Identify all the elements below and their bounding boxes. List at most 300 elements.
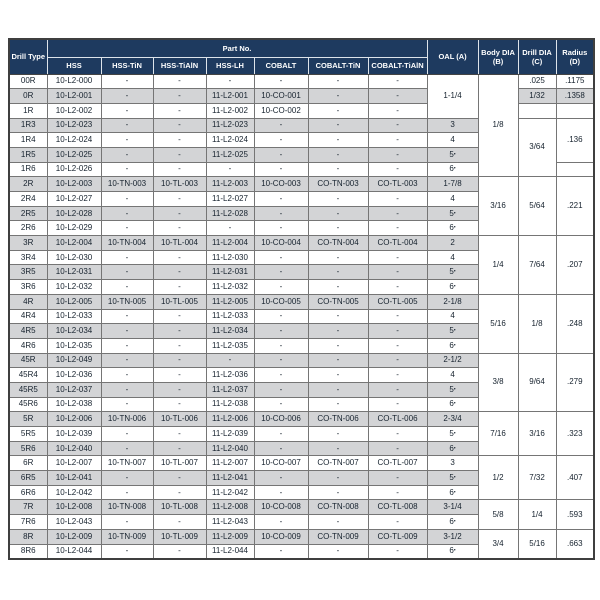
cell-part-no: 10-L2-029 [47, 221, 101, 236]
cell-part-no: - [254, 485, 308, 500]
cell-drill-dia: 5/64 [518, 177, 556, 236]
cell-body-dia: 7/16 [478, 412, 518, 456]
cell-part-no: 10-TN-009 [101, 529, 153, 544]
cell-oal: 4 [427, 133, 478, 148]
cell-body-dia: 1/8 [478, 74, 518, 177]
cell-part-no: - [101, 250, 153, 265]
cell-part-no: 10-TN-003 [101, 177, 153, 192]
cell-part-no: 11-L2-039 [206, 427, 254, 442]
cell-part-no: 10-L2-030 [47, 250, 101, 265]
cell-body-dia: 3/4 [478, 529, 518, 558]
cell-part-no: - [368, 250, 427, 265]
cell-oal: 6• [427, 221, 478, 236]
cell-part-no: - [101, 280, 153, 295]
cell-drill-type: 1R6 [9, 162, 47, 177]
cell-part-no: - [254, 471, 308, 486]
cell-part-no: 10-L2-033 [47, 309, 101, 324]
cell-part-no: - [101, 221, 153, 236]
cell-part-no: - [153, 147, 206, 162]
cell-drill-type: 8R6 [9, 544, 47, 559]
cell-part-no: 10-L2-025 [47, 147, 101, 162]
cell-radius: .593 [556, 500, 594, 529]
cell-oal: 3 [427, 118, 478, 133]
cell-part-no: - [101, 544, 153, 559]
col-header-hss-lh: HSS-LH [206, 57, 254, 74]
cell-oal: 4 [427, 368, 478, 383]
cell-drill-type: 5R [9, 412, 47, 427]
cell-oal: 3-1/2 [427, 529, 478, 544]
cell-part-no: - [101, 206, 153, 221]
header-row-group [9, 39, 594, 57]
cell-part-no: - [368, 382, 427, 397]
cell-radius: .323 [556, 412, 594, 456]
col-header-radius: Radius (D) [556, 39, 594, 74]
footnote-dot: • [453, 489, 456, 496]
cell-part-no: CO-TN-007 [308, 456, 368, 471]
cell-drill-type: 7R6 [9, 515, 47, 530]
footnote-dot: • [453, 342, 456, 349]
col-header-part-no: Part No. [47, 39, 427, 57]
cell-oal: 3 [427, 456, 478, 471]
cell-part-no: - [254, 324, 308, 339]
cell-part-no: - [368, 485, 427, 500]
table-row [9, 500, 594, 515]
cell-part-no: CO-TN-009 [308, 529, 368, 544]
cell-part-no: 10-L2-007 [47, 456, 101, 471]
cell-radius: .1358 [556, 89, 594, 104]
cell-drill-type: 45R [9, 353, 47, 368]
cell-part-no: 10-CO-006 [254, 412, 308, 427]
cell-part-no: - [368, 353, 427, 368]
cell-part-no: - [153, 427, 206, 442]
cell-oal: 6• [427, 338, 478, 353]
cell-part-no: - [308, 441, 368, 456]
cell-part-no: - [101, 265, 153, 280]
cell-part-no: 11-L2-004 [206, 236, 254, 251]
cell-part-no: - [153, 162, 206, 177]
cell-oal: 5• [427, 206, 478, 221]
cell-part-no: - [153, 471, 206, 486]
cell-part-no: 10-L2-035 [47, 338, 101, 353]
cell-radius: .663 [556, 529, 594, 558]
col-header-drill-dia: Drill DIA (C) [518, 39, 556, 74]
cell-radius: .279 [556, 353, 594, 412]
cell-part-no: 10-CO-002 [254, 103, 308, 118]
cell-part-no: - [308, 485, 368, 500]
cell-part-no: 11-L2-042 [206, 485, 254, 500]
cell-part-no: - [368, 162, 427, 177]
cell-part-no: - [368, 221, 427, 236]
cell-part-no: 10-TL-006 [153, 412, 206, 427]
footnote-dot: • [453, 268, 456, 275]
cell-part-no: 11-L2-032 [206, 280, 254, 295]
cell-radius: .248 [556, 294, 594, 353]
cell-part-no: - [153, 338, 206, 353]
cell-radius [556, 162, 594, 177]
table-row [9, 236, 594, 251]
cell-drill-type: 5R5 [9, 427, 47, 442]
cell-oal: 5• [427, 147, 478, 162]
footnote-dot: • [453, 430, 456, 437]
cell-part-no: - [153, 485, 206, 500]
cell-drill-dia: 3/64 [518, 118, 556, 177]
cell-oal: 6• [427, 515, 478, 530]
cell-drill-type: 6R6 [9, 485, 47, 500]
cell-part-no: 10-L2-031 [47, 265, 101, 280]
cell-part-no: CO-TN-003 [308, 177, 368, 192]
cell-drill-type: 2R [9, 177, 47, 192]
cell-part-no: - [368, 427, 427, 442]
cell-radius: .1175 [556, 74, 594, 89]
cell-oal: 5• [427, 427, 478, 442]
cell-part-no: 10-L2-038 [47, 397, 101, 412]
cell-oal: 1-7/8 [427, 177, 478, 192]
cell-drill-dia: 7/64 [518, 236, 556, 295]
cell-body-dia: 1/4 [478, 236, 518, 295]
cell-part-no: - [308, 74, 368, 89]
cell-part-no: 10-TL-005 [153, 294, 206, 309]
footnote-dot: • [453, 386, 456, 393]
cell-part-no: - [153, 265, 206, 280]
cell-part-no: CO-TN-004 [308, 236, 368, 251]
col-header-cobalt: COBALT [254, 57, 308, 74]
cell-part-no: - [254, 353, 308, 368]
cell-part-no: - [368, 206, 427, 221]
cell-part-no: - [206, 221, 254, 236]
cell-radius [556, 103, 594, 118]
cell-drill-type: 7R [9, 500, 47, 515]
cell-part-no: 11-L2-024 [206, 133, 254, 148]
cell-part-no: 10-L2-005 [47, 294, 101, 309]
cell-part-no: - [254, 427, 308, 442]
cell-part-no: 11-L2-027 [206, 192, 254, 207]
cell-part-no: 11-L2-041 [206, 471, 254, 486]
cell-part-no: 11-L2-003 [206, 177, 254, 192]
cell-oal: 6• [427, 162, 478, 177]
cell-oal: 5• [427, 324, 478, 339]
cell-part-no: - [368, 147, 427, 162]
footnote-dot: • [453, 151, 456, 158]
cell-part-no: 11-L2-044 [206, 544, 254, 559]
cell-oal: 6• [427, 544, 478, 559]
cell-part-no: 10-TL-009 [153, 529, 206, 544]
cell-part-no: - [308, 162, 368, 177]
cell-part-no: - [153, 544, 206, 559]
cell-part-no: - [254, 515, 308, 530]
cell-part-no: - [153, 250, 206, 265]
cell-drill-type: 2R6 [9, 221, 47, 236]
cell-part-no: - [254, 147, 308, 162]
cell-part-no: 11-L2-031 [206, 265, 254, 280]
cell-body-dia: 5/8 [478, 500, 518, 529]
cell-part-no: 11-L2-038 [206, 397, 254, 412]
cell-part-no: - [101, 471, 153, 486]
footnote-dot: • [453, 210, 456, 217]
cell-part-no: - [153, 103, 206, 118]
cell-oal: 4 [427, 250, 478, 265]
cell-part-no: CO-TL-003 [368, 177, 427, 192]
cell-body-dia: 3/8 [478, 353, 518, 412]
cell-part-no: 10-TN-004 [101, 236, 153, 251]
cell-radius: .407 [556, 456, 594, 500]
cell-part-no: 10-TL-003 [153, 177, 206, 192]
cell-part-no: 10-L2-037 [47, 382, 101, 397]
table-row [9, 177, 594, 192]
cell-part-no: - [153, 206, 206, 221]
cell-part-no: CO-TL-009 [368, 529, 427, 544]
cell-part-no: - [368, 265, 427, 280]
cell-part-no: - [308, 265, 368, 280]
cell-oal: 6• [427, 280, 478, 295]
cell-part-no: - [153, 515, 206, 530]
cell-part-no: - [308, 147, 368, 162]
cell-part-no: 10-L2-036 [47, 368, 101, 383]
cell-radius: .221 [556, 177, 594, 236]
cell-drill-type: 4R5 [9, 324, 47, 339]
cell-drill-dia: 7/32 [518, 456, 556, 500]
cell-part-no: - [153, 324, 206, 339]
cell-drill-type: 6R [9, 456, 47, 471]
cell-part-no: CO-TN-008 [308, 500, 368, 515]
cell-part-no: - [308, 192, 368, 207]
cell-oal: 6• [427, 397, 478, 412]
cell-part-no: - [153, 280, 206, 295]
cell-part-no: 11-L2-006 [206, 412, 254, 427]
cell-drill-type: 1R5 [9, 147, 47, 162]
cell-part-no: - [101, 192, 153, 207]
cell-drill-type: 3R5 [9, 265, 47, 280]
cell-part-no: - [206, 74, 254, 89]
cell-part-no: 10-L2-002 [47, 103, 101, 118]
cell-drill-dia: 1/4 [518, 500, 556, 529]
cell-part-no: - [368, 103, 427, 118]
table-row [9, 529, 594, 544]
cell-part-no: 10-L2-041 [47, 471, 101, 486]
cell-body-dia: 5/16 [478, 294, 518, 353]
table-row [9, 74, 594, 89]
cell-part-no: - [368, 441, 427, 456]
cell-part-no: - [308, 103, 368, 118]
cell-part-no: 10-TN-005 [101, 294, 153, 309]
col-header-hss-tin: HSS-TiN [101, 57, 153, 74]
cell-part-no: 11-L2-040 [206, 441, 254, 456]
drill-spec-table [8, 38, 595, 560]
cell-part-no: - [308, 309, 368, 324]
cell-part-no: - [153, 368, 206, 383]
cell-part-no: - [308, 382, 368, 397]
cell-part-no: 10-CO-008 [254, 500, 308, 515]
cell-part-no: - [308, 118, 368, 133]
cell-part-no: - [368, 74, 427, 89]
cell-drill-type: 1R3 [9, 118, 47, 133]
cell-part-no: 10-CO-007 [254, 456, 308, 471]
cell-part-no: - [308, 133, 368, 148]
cell-part-no: - [308, 206, 368, 221]
cell-part-no: 11-L2-007 [206, 456, 254, 471]
cell-part-no: - [368, 338, 427, 353]
cell-drill-type: 45R5 [9, 382, 47, 397]
footnote-dot: • [453, 283, 456, 290]
cell-part-no: - [254, 250, 308, 265]
cell-part-no: - [308, 368, 368, 383]
cell-oal: 6• [427, 485, 478, 500]
cell-part-no: 10-L2-044 [47, 544, 101, 559]
cell-drill-type: 0R [9, 89, 47, 104]
cell-part-no: - [101, 427, 153, 442]
cell-oal: 5• [427, 471, 478, 486]
cell-part-no: 10-L2-009 [47, 529, 101, 544]
cell-part-no: - [206, 353, 254, 368]
cell-part-no: 11-L2-002 [206, 103, 254, 118]
cell-part-no: 10-L2-049 [47, 353, 101, 368]
cell-drill-type: 1R4 [9, 133, 47, 148]
cell-part-no: - [153, 74, 206, 89]
cell-part-no: - [308, 544, 368, 559]
cell-part-no: CO-TL-004 [368, 236, 427, 251]
cell-part-no: - [153, 382, 206, 397]
cell-part-no: - [153, 353, 206, 368]
cell-part-no: - [254, 74, 308, 89]
cell-drill-type: 4R4 [9, 309, 47, 324]
footnote-dot: • [453, 400, 456, 407]
cell-part-no: 10-L2-026 [47, 162, 101, 177]
cell-part-no: 11-L2-008 [206, 500, 254, 515]
cell-oal: 3-1/4 [427, 500, 478, 515]
cell-part-no: - [308, 280, 368, 295]
cell-drill-dia: 1/32 [518, 89, 556, 104]
cell-part-no: 10-TN-006 [101, 412, 153, 427]
cell-part-no: - [368, 515, 427, 530]
cell-oal: 1-1/4 [427, 74, 478, 118]
cell-part-no: - [101, 118, 153, 133]
footnote-dot: • [453, 445, 456, 452]
cell-part-no: - [368, 133, 427, 148]
cell-part-no: 10-L2-042 [47, 485, 101, 500]
cell-part-no: - [153, 441, 206, 456]
cell-part-no: 11-L2-033 [206, 309, 254, 324]
spec-table-body [9, 74, 594, 559]
cell-part-no: 10-L2-001 [47, 89, 101, 104]
cell-part-no: - [254, 382, 308, 397]
footnote-dot: • [453, 547, 456, 554]
cell-part-no: - [101, 338, 153, 353]
cell-part-no: - [368, 324, 427, 339]
cell-drill-dia: 9/64 [518, 353, 556, 412]
cell-radius: .136 [556, 118, 594, 162]
cell-oal: 5• [427, 382, 478, 397]
cell-part-no: 10-L2-023 [47, 118, 101, 133]
cell-body-dia: 1/2 [478, 456, 518, 500]
footnote-dot: • [453, 474, 456, 481]
cell-part-no: - [101, 133, 153, 148]
cell-part-no: - [368, 471, 427, 486]
cell-part-no: - [308, 250, 368, 265]
cell-part-no: - [254, 368, 308, 383]
col-header-cobalt-tin: COBALT-TiN [308, 57, 368, 74]
table-row [9, 294, 594, 309]
col-header-oal: OAL (A) [427, 39, 478, 74]
cell-part-no: - [368, 368, 427, 383]
cell-part-no: CO-TL-006 [368, 412, 427, 427]
cell-part-no: 10-L2-003 [47, 177, 101, 192]
cell-part-no: - [308, 471, 368, 486]
cell-drill-dia: 1/8 [518, 294, 556, 353]
cell-drill-type: 1R [9, 103, 47, 118]
cell-part-no: - [254, 280, 308, 295]
cell-part-no: - [254, 133, 308, 148]
col-header-cobalt-tialn: COBALT-TiAlN [368, 57, 427, 74]
cell-part-no: CO-TN-006 [308, 412, 368, 427]
cell-oal: 5• [427, 265, 478, 280]
cell-part-no: 11-L2-035 [206, 338, 254, 353]
cell-part-no: - [254, 162, 308, 177]
cell-part-no: - [101, 382, 153, 397]
cell-part-no: - [308, 324, 368, 339]
cell-drill-dia: 5/16 [518, 529, 556, 558]
cell-oal: 4 [427, 192, 478, 207]
cell-part-no: - [153, 133, 206, 148]
cell-part-no: 10-L2-008 [47, 500, 101, 515]
footnote-dot: • [453, 165, 456, 172]
cell-part-no: 10-L2-027 [47, 192, 101, 207]
table-row [9, 412, 594, 427]
cell-part-no: - [308, 515, 368, 530]
cell-oal: 2-1/8 [427, 294, 478, 309]
table-row [9, 353, 594, 368]
cell-part-no: - [254, 265, 308, 280]
cell-oal: 2-3/4 [427, 412, 478, 427]
cell-part-no: 10-L2-000 [47, 74, 101, 89]
cell-part-no: - [368, 89, 427, 104]
cell-part-no: - [368, 280, 427, 295]
cell-part-no: - [101, 324, 153, 339]
cell-part-no: 11-L2-030 [206, 250, 254, 265]
cell-drill-type: 45R6 [9, 397, 47, 412]
cell-drill-type: 00R [9, 74, 47, 89]
cell-drill-type: 5R6 [9, 441, 47, 456]
cell-part-no: 10-L2-006 [47, 412, 101, 427]
cell-drill-type: 45R4 [9, 368, 47, 383]
col-header-drill-type: Drill Type [9, 39, 47, 74]
cell-part-no: - [308, 89, 368, 104]
cell-part-no: - [101, 397, 153, 412]
footnote-dot: • [453, 518, 456, 525]
cell-part-no: 11-L2-023 [206, 118, 254, 133]
footnote-dot: • [453, 327, 456, 334]
cell-part-no: - [101, 89, 153, 104]
cell-part-no: - [153, 89, 206, 104]
cell-part-no: 11-L2-028 [206, 206, 254, 221]
cell-oal: 2 [427, 236, 478, 251]
cell-part-no: 10-CO-004 [254, 236, 308, 251]
cell-part-no: - [153, 118, 206, 133]
cell-part-no: - [101, 147, 153, 162]
cell-part-no: - [101, 162, 153, 177]
cell-part-no: 10-CO-003 [254, 177, 308, 192]
cell-part-no: 10-L2-024 [47, 133, 101, 148]
cell-part-no: - [254, 441, 308, 456]
cell-part-no: - [101, 368, 153, 383]
cell-part-no: - [101, 309, 153, 324]
cell-part-no: - [254, 338, 308, 353]
cell-drill-type: 8R [9, 529, 47, 544]
cell-part-no: - [254, 221, 308, 236]
cell-drill-dia: 3/16 [518, 412, 556, 456]
col-header-hss-tialn: HSS-TiAlN [153, 57, 206, 74]
cell-part-no: - [368, 544, 427, 559]
cell-part-no: - [368, 118, 427, 133]
cell-part-no: CO-TL-005 [368, 294, 427, 309]
